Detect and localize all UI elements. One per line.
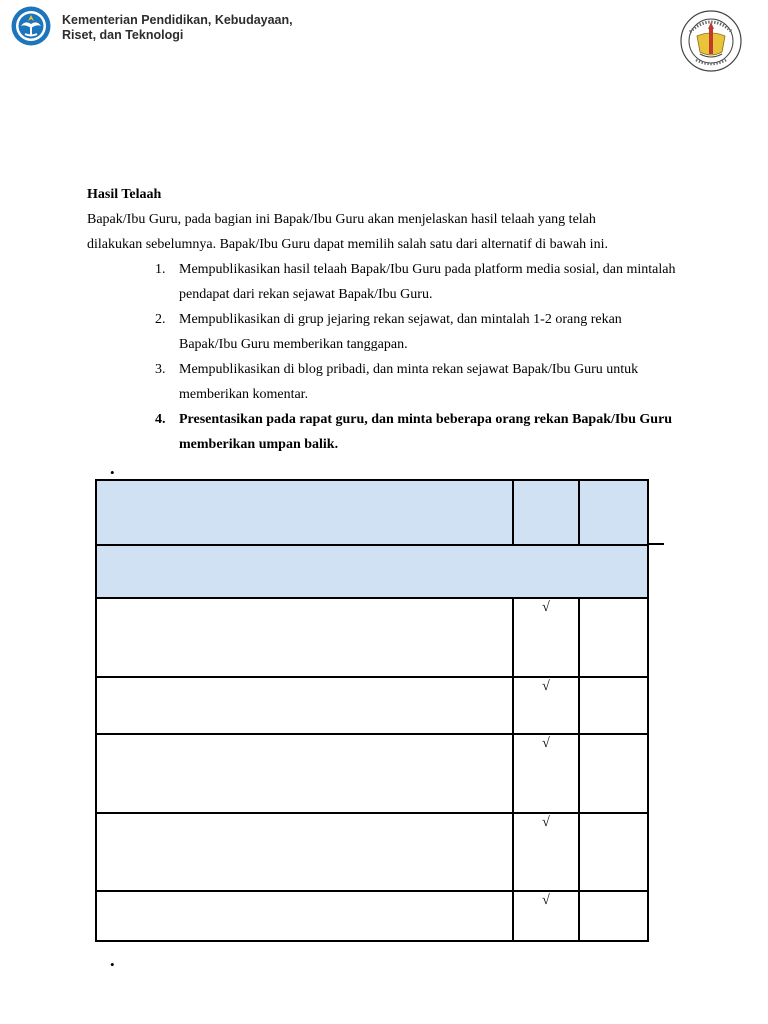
table-row [96, 677, 648, 734]
alternative-text: Mempublikasikan hasil telaah Bapak/Ibu Guru pada platform media sosial, dan mintalah pendapat dari rekan sejawat Bapak/Ibu Guru. [179, 262, 676, 302]
alternative-text: Presentasikan pada rapat guru, dan minta beberapa orang rekan Bapak/Ibu Guru memberikan umpan balik. [179, 412, 673, 452]
row-aspect-cell [96, 813, 513, 891]
ministry-name [62, 13, 293, 43]
hasil-telaah-section [87, 182, 687, 457]
table-row [96, 891, 648, 941]
page-header [0, 0, 768, 90]
check-mark: √ [513, 891, 579, 941]
row-aspect-cell [96, 677, 513, 734]
alternative-item-3 [87, 357, 679, 407]
bullet-point: • [110, 465, 115, 480]
row-aspect-cell [96, 891, 513, 941]
alternative-number: 2. [155, 312, 166, 327]
alternative-number: 3. [155, 362, 166, 377]
header-cell-aspect [96, 480, 513, 545]
check-mark: √ [513, 677, 579, 734]
alternative-item-2 [87, 307, 679, 357]
tut-wuri-handayani-logo-icon [11, 6, 51, 46]
alternative-number: 4. [155, 412, 166, 427]
header-cell-yes [513, 480, 579, 545]
universitas-tanjungpura-seal-icon [680, 10, 742, 72]
alternative-text: Mempublikasikan di blog pribadi, dan minta rekan sejawat Bapak/Ibu Guru untuk memberikan komentar. [179, 362, 639, 402]
section-heading: Hasil Telaah [87, 187, 162, 202]
bullet-point: • [110, 957, 115, 972]
alternative-item-1 [87, 257, 679, 307]
intro-line-1: Bapak/Ibu Guru, pada bagian ini Bapak/Ibu Guru akan menjelaskan hasil telaah yang telah [87, 212, 596, 227]
subheader-cell [96, 545, 648, 598]
row-empty-cell [579, 891, 648, 941]
row-empty-cell [579, 677, 648, 734]
check-mark: √ [513, 813, 579, 891]
review-table [95, 479, 649, 942]
alternative-item-4 [87, 407, 679, 457]
table-rule-extension [648, 543, 664, 545]
alternatives-list [87, 257, 687, 457]
table-subheader-row [96, 545, 648, 598]
check-mark: √ [513, 734, 579, 813]
row-aspect-cell [96, 598, 513, 677]
table-header-row [96, 480, 648, 545]
row-empty-cell [579, 734, 648, 813]
intro-paragraph [87, 207, 677, 257]
row-empty-cell [579, 598, 648, 677]
table-row [96, 734, 648, 813]
intro-line-2: dilakukan sebelumnya. Bapak/Ibu Guru dapat memilih salah satu dari alternatif di bawah ini. [87, 237, 608, 252]
table-row [96, 813, 648, 891]
alternative-number: 1. [155, 262, 166, 277]
ministry-name-line-2: Riset, dan Teknologi [62, 28, 184, 42]
table-row [96, 598, 648, 677]
row-empty-cell [579, 813, 648, 891]
check-mark: √ [513, 598, 579, 677]
alternative-text: Mempublikasikan di grup jejaring rekan sejawat, dan mintalah 1-2 orang rekan Bapak/Ibu Guru memberikan tanggapan. [179, 312, 622, 352]
ministry-name-line-1: Kementerian Pendidikan, Kebudayaan, [62, 13, 293, 27]
row-aspect-cell [96, 734, 513, 813]
header-cell-no [579, 480, 648, 545]
